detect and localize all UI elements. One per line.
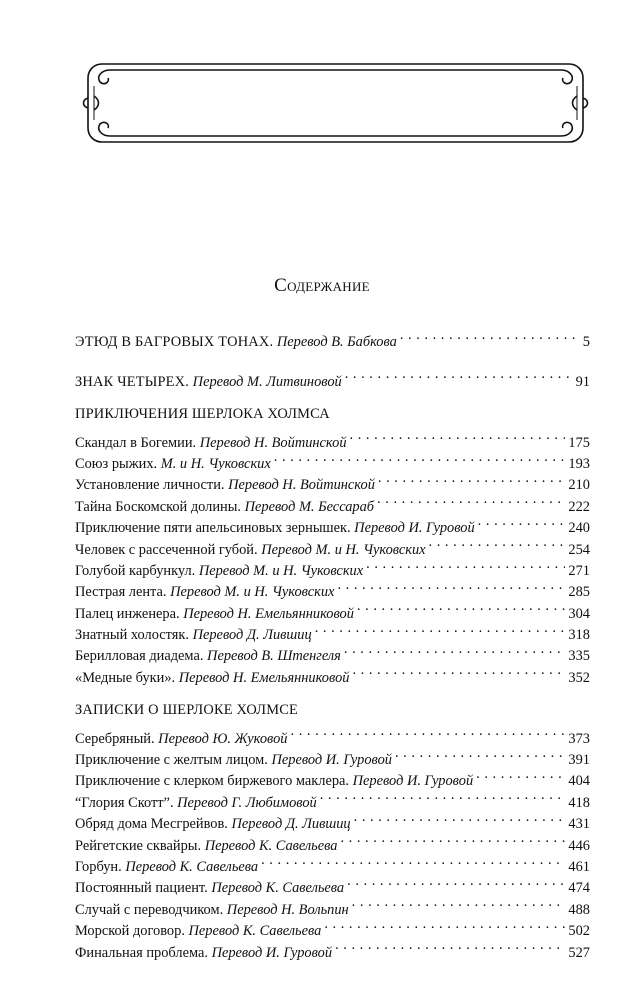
leader-dots	[352, 892, 566, 913]
page-number: 210	[568, 477, 590, 494]
page-number: 527	[568, 944, 590, 961]
entry-credit: Перевод М. и Н. Чуковских	[170, 584, 335, 601]
page-number: 474	[568, 880, 590, 897]
page-number: 240	[568, 520, 590, 537]
page-title: Содержание	[274, 275, 370, 296]
toc-entry-label	[75, 646, 341, 667]
leader-dots	[350, 425, 566, 446]
leader-dots	[429, 532, 566, 553]
entry-title: Случай с переводчиком.	[75, 901, 224, 918]
entry-title: Горбун.	[75, 858, 122, 875]
page-number: 193	[568, 455, 590, 472]
table-of-contents	[75, 325, 590, 961]
toc-entry-label	[75, 518, 475, 539]
entry-title: Обряд дома Месгрейвов.	[75, 816, 228, 833]
leader-dots	[324, 914, 565, 935]
toc-entry-label	[75, 921, 321, 942]
toc-entry-label	[75, 750, 392, 771]
page-number: 175	[568, 434, 590, 451]
entry-credit: Перевод И. Гуровой	[354, 520, 475, 537]
page-number: 271	[568, 562, 590, 579]
leader-dots	[354, 807, 566, 828]
page-number: 304	[568, 605, 590, 622]
toc-collection	[75, 700, 590, 961]
entry-credit: Перевод М. и Н. Чуковских	[261, 541, 426, 558]
entry-title: Союз рыжих.	[75, 455, 158, 472]
page-number: 254	[568, 541, 590, 558]
leader-dots	[320, 785, 566, 806]
leader-dots	[274, 447, 566, 468]
page-number: 335	[568, 648, 590, 665]
entry-credit: Перевод Г. Любимовой	[177, 794, 317, 811]
page-number: 446	[568, 837, 590, 854]
entry-title: Серебряный.	[75, 730, 155, 747]
leader-dots	[377, 489, 565, 510]
toc-entry-label	[75, 332, 397, 353]
entry-title: Приключение с клерком биржевого маклера.	[75, 773, 350, 790]
entry-title: «Медные буки».	[75, 669, 176, 686]
entry-title: Приключение с желтым лицом.	[75, 752, 268, 769]
entry-credit: Перевод Ю. Жуковой	[158, 730, 288, 747]
leader-dots	[345, 364, 573, 385]
leader-dots	[352, 660, 565, 681]
entry-credit: Перевод К. Савельева	[125, 858, 259, 875]
leader-dots	[378, 468, 566, 489]
entry-credit: Перевод М. и Н. Чуковских	[198, 562, 364, 579]
toc-entry[interactable]	[75, 425, 590, 451]
page-number: 461	[568, 858, 590, 875]
entry-credit: Перевод Н. Войтинской	[199, 434, 347, 451]
leader-dots	[395, 743, 565, 764]
leader-dots	[291, 721, 566, 742]
entry-title: Приключение пяти апельсиновых зернышек.	[75, 520, 351, 537]
toc-entry[interactable]	[75, 325, 590, 351]
entry-credit: Перевод И. Гуровой	[211, 944, 333, 961]
leader-dots	[315, 618, 566, 639]
page-number: 391	[568, 752, 590, 769]
toc-entry-label	[75, 582, 334, 603]
entry-credit: Перевод М. Литвиновой	[192, 373, 342, 390]
leader-dots	[478, 511, 566, 532]
entry-title: Скандал в Богемии.	[75, 434, 197, 451]
toc-entry-label	[75, 454, 271, 475]
entry-title: Морской договор.	[75, 923, 185, 940]
page-number: 318	[568, 627, 590, 644]
entry-title: Тайна Боскомской долины.	[75, 498, 242, 515]
entry-title: ЗНАК ЧЕТЫРЕХ.	[75, 373, 190, 390]
entry-credit: Перевод Н. Вольпин	[226, 901, 349, 918]
toc-entry[interactable]	[75, 364, 590, 390]
entry-credit: Перевод Н. Емельянниковой	[178, 669, 350, 686]
toc-entry-label	[75, 561, 363, 582]
page-number: 5	[582, 334, 590, 351]
toc-entry-label	[75, 814, 351, 835]
entry-title: Человек с рассеченной губой.	[75, 541, 258, 558]
entry-title: “Глория Скотт”.	[75, 794, 174, 811]
page-number: 502	[568, 923, 590, 940]
entry-title: Пестрая лента.	[75, 584, 167, 601]
entry-title: Палец инженера.	[75, 605, 180, 622]
leader-dots	[347, 871, 565, 892]
leader-dots	[344, 639, 566, 660]
entry-title: Установление личности.	[75, 477, 225, 494]
toc-work	[75, 325, 590, 351]
ornamental-frame	[80, 56, 591, 150]
entry-title: Рейгетские сквайры.	[75, 837, 202, 854]
toc-entry-label	[75, 900, 349, 921]
entry-title: ЭТЮД В БАГРОВЫХ ТОНАХ.	[75, 334, 274, 351]
entry-title: Знатный холостяк.	[75, 627, 189, 644]
page-number: 404	[568, 773, 590, 790]
page-number: 431	[568, 816, 590, 833]
toc-entry-label	[75, 497, 374, 518]
page-number: 222	[568, 498, 590, 515]
entry-credit: М. и Н. Чуковских	[160, 455, 271, 472]
toc-entry-label	[75, 372, 342, 393]
page-number: 418	[568, 794, 590, 811]
leader-dots	[400, 325, 579, 346]
entry-credit: Перевод В. Штенгеля	[207, 648, 341, 665]
page-number: 285	[568, 584, 590, 601]
collection-title: ПРИКЛЮЧЕНИЯ ШЕРЛОКА ХОЛМСА	[75, 405, 330, 422]
entry-credit: Перевод Н. Емельянниковой	[183, 605, 354, 622]
entry-credit: Перевод Д. Лившиц	[192, 627, 312, 644]
leader-dots	[357, 596, 565, 617]
leader-dots	[340, 828, 565, 849]
entry-credit: Перевод В. Бабкова	[276, 334, 397, 351]
leader-dots	[476, 764, 565, 785]
toc-entry-label	[75, 604, 354, 625]
page-number: 373	[568, 730, 590, 747]
toc-entry[interactable]	[75, 721, 590, 747]
entry-title: Постоянный пациент.	[75, 880, 208, 897]
toc-collection	[75, 404, 590, 686]
page-number: 352	[568, 669, 590, 686]
entry-title: Финальная проблема.	[75, 944, 208, 961]
collection-title: ЗАПИСКИ О ШЕРЛОКЕ ХОЛМСЕ	[75, 701, 299, 718]
entry-credit: Перевод М. Бессараб	[244, 498, 375, 515]
toc-work	[75, 364, 590, 390]
leader-dots	[335, 935, 565, 956]
toc-entry-label	[75, 729, 288, 750]
entry-credit: Перевод Н. Войтинской	[228, 477, 375, 494]
toc-entry-label	[75, 625, 312, 646]
page-number: 91	[575, 373, 590, 390]
toc-entry-label	[75, 857, 258, 878]
entry-credit: Перевод И. Гуровой	[352, 773, 474, 790]
leader-dots	[337, 575, 565, 596]
entry-credit: Перевод И. Гуровой	[271, 752, 392, 769]
entry-title: Берилловая диадема.	[75, 648, 204, 665]
entry-credit: Перевод К. Савельева	[211, 880, 345, 897]
entry-credit: Перевод Д. Лившиц	[231, 816, 351, 833]
entry-title: Голубой карбункул.	[75, 562, 196, 579]
toc-entry-label	[75, 943, 332, 964]
entry-credit: Перевод К. Савельева	[188, 923, 322, 940]
entry-credit: Перевод К. Савельева	[204, 837, 338, 854]
ornamental-frame-icon	[80, 56, 591, 150]
toc-entry-label	[75, 793, 317, 814]
leader-dots	[261, 850, 565, 871]
toc-entry-label	[75, 878, 344, 899]
page-number: 488	[568, 901, 590, 918]
toc-entry-label	[75, 668, 349, 689]
toc-entry-label	[75, 475, 375, 496]
leader-dots	[366, 554, 565, 575]
